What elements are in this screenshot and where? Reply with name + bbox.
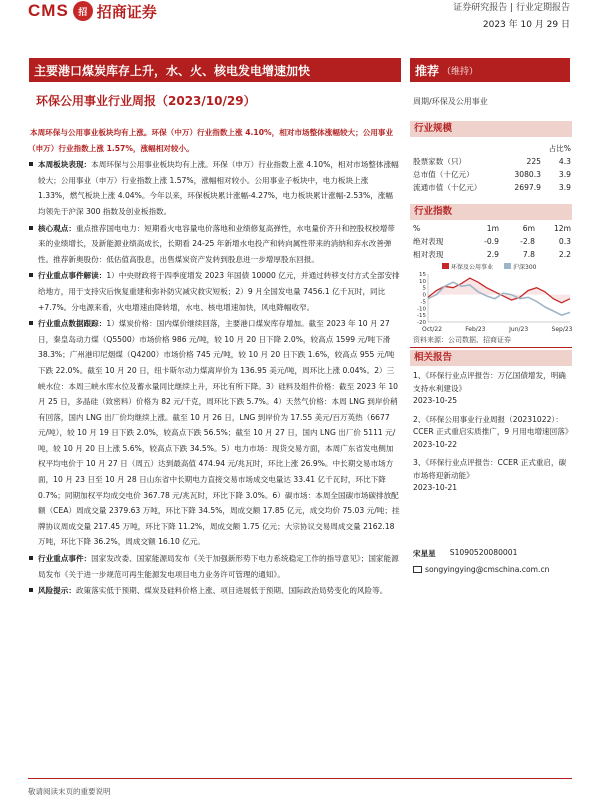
x-tick-label: Oct/22: [421, 326, 443, 333]
index-header: %: [413, 224, 421, 233]
scale-row: [413, 155, 571, 168]
index-row-name: 绝对表现: [413, 237, 444, 246]
rating-label: 推荐: [415, 63, 440, 78]
bullet-text: 1）中央财政将于四季度增发 2023 年国债 10000 亿元，并通过转移支付方式全部安排给地方，用于支持灾后恢复重建和弥补防灾减灾救灾短板；2）9 月全国发电量 7456.1 亿千瓦时，同比+7.7%。分电源来看，火电增速由降转增，水电、核电增速加快，风电降幅收窄。: [38, 271, 400, 312]
legend-label: 环保及公用事业: [451, 264, 494, 271]
legend-swatch: [442, 263, 449, 269]
bullet-text: 1）煤炭价格：国内煤价继续回落，主要港口煤炭库存增加。截至 2023 年 10 月 27 日，秦皇岛动力煤（Q5500）市场价格 986 元/吨，较 10 月 20 日下降 2.0%，较高点 1599 元/吨下滑 38.3%；广州港印尼烟煤（Q4200）市场价格 745 元/吨，较 10 月 20 日下跌 1.6%，较高点 955 元/吨下跌 22.0%。截至 10 月 20 日，纽卡斯尔动力煤离岸价为 136.95 美元/吨，周环比上涨 0.04%。2）三峡水位：本周三峡水库水位及蓄水量同比继续上升，环比有所下降。3）硅料及组件价格：截至 2023 年 10 月 25 日，多晶硅（致密料）价格为 82 元/千克，周环比下跌 5.7%。4）天然气价格：本周 LNG 到岸价稍有回落，国内 LNG 出厂价均继续上涨。截至 10 月 26 日，LNG 到岸价为 17.55 美元/百万英热（6677 元/吨），较 10 月 19 日下跌 2.0%，较高点下跌 56.5%；截至 10 月 27 日，国内 LNG 出厂价 5111 元/吨，较 10 月 20 日上涨 5.6%，较高点下跌 34.5%。5）电力市场：现货交易方面，本周广东省发电侧加权平均电价于 10 月 27 日（周五）达到最高值 474.94 元/兆瓦时，环比上涨 26.9%。中长期交易市场方面，10 月 23 日至 10 月 28 日山东省中长期电力直接交易市场成交电量达 33.41 亿千瓦时，环比下降 0.7%；同期加权平均成交电价 367.78 元/兆瓦时，环比下降 3.0%。6）碳市场：本周全国碳市场碳排放配额（CEA）周成交量 2379.63 万吨，环比下降 34.5%，周成交额 17.85 亿元，成交均价 75.03 元/吨；挂牌协议周成交量 217.45 万吨，环比下降 11.2%，周成交额 1.75 亿元；大宗协议交易周成交量 2162.18 万吨，环比下降 36.2%，周成交额 16.10 亿元。: [38, 319, 400, 547]
bullet-text: 政策落实低于预期、煤炭及硅料价格上涨、项目进展低于预期、国际政治局势变化的风险等。: [75, 586, 388, 596]
scale-table: [413, 142, 571, 194]
legend-label: 沪深300: [513, 264, 537, 271]
bullet-lead: 行业重点事件：: [38, 554, 92, 564]
scale-cell: 3.9: [558, 183, 571, 192]
scale-title: 行业规模: [410, 121, 572, 137]
divider: [410, 347, 572, 348]
header-meta: [453, 0, 570, 30]
footer-note: 敬请阅读末页的重要说明: [28, 787, 111, 796]
footer-rule: [28, 778, 572, 779]
index-cell: 0.3: [558, 237, 571, 246]
related-reports: [413, 370, 573, 501]
index-cell: 7.8: [522, 250, 535, 259]
x-tick-label: Jun/23: [509, 326, 529, 333]
x-tick-label: Feb/23: [465, 326, 486, 333]
report-title: 主要港口煤炭库存上升，水、火、核电发电增速加快: [29, 58, 401, 82]
scale-cell: 2697.9: [514, 183, 541, 192]
bullet-item: [28, 316, 400, 550]
index-header: 12m: [553, 224, 571, 233]
related-report[interactable]: [413, 457, 573, 495]
logo-cn: 招商证券: [96, 2, 157, 21]
index-title: 行业指数: [410, 204, 572, 220]
y-tick-label: 5: [422, 285, 426, 292]
index-cell: -2.8: [520, 237, 535, 246]
scale-row: [413, 181, 571, 194]
bullet-item: [28, 157, 400, 219]
report-link[interactable]: 1、《环保行业点评报告：万亿国债增发，明确支持水利建设》: [413, 371, 566, 393]
y-tick-label: -10: [417, 306, 426, 313]
scale-cell: 股票家数（只）: [413, 157, 467, 166]
report-date: 2023 年 10 月 29 日: [482, 20, 570, 30]
index-table: [413, 222, 571, 261]
bullet-list: [28, 157, 400, 599]
bullet-lead: 行业重点事件解读：: [38, 271, 107, 281]
scale-cell: 流通市值（十亿元）: [413, 183, 482, 192]
scale-cell: 总市值（十亿元）: [413, 170, 474, 179]
bullet-item: [28, 268, 400, 315]
index-cell: 2.2: [558, 250, 571, 259]
report-date: 2023-10-21: [413, 483, 458, 492]
logo: [28, 0, 157, 22]
scale-cell: 3080.3: [514, 170, 541, 179]
scale-cell: 4.3: [558, 157, 571, 166]
rating-sub: （维持）: [442, 66, 479, 77]
scale-row: [413, 168, 571, 181]
bullet-item: [28, 221, 400, 268]
report-date: 2023-10-25: [413, 396, 458, 405]
rating-badge: [410, 58, 570, 82]
report-subtitle: 环保公用事业行业周报（2023/10/29）: [36, 94, 256, 108]
y-tick-label: 0: [422, 292, 426, 299]
report-link[interactable]: 3、《环保行业点评报告：CCER 正式重启，碳市场将迎新动能》: [413, 458, 567, 480]
scale-cell: 225: [526, 157, 541, 166]
performance-chart: [410, 260, 574, 334]
index-header: 1m: [486, 224, 499, 233]
index-cell: -0.9: [484, 237, 499, 246]
analyst-cert: S1090520080001: [449, 548, 518, 557]
x-tick-label: Sep/23: [551, 326, 573, 333]
y-tick-label: -5: [420, 299, 426, 306]
analyst-name: 宋星星: [413, 549, 436, 558]
index-cell: 2.9: [486, 250, 499, 259]
bullet-item: [28, 551, 400, 582]
bullet-lead: 核心观点：: [38, 223, 76, 233]
bullet-text: 本周环保与公用事业板块均有上涨。环保（申万）行业指数上涨 4.10%，相对市场整体涨幅较大；公用事业（申万）行业指数上涨 1.57%，涨幅相对较小。公用事业子板块中，电力板块上涨 1.33%，燃气板块上涨 4.04%。今年以来，环保板块累计涨幅-4.27%，电力板块累计涨幅-2.53%，涨幅均领先于沪深 300 指数及创业板指数。: [38, 160, 399, 216]
report-type: 证券研究报告 | 行业定期报告: [453, 3, 570, 13]
analyst-block: [413, 548, 573, 574]
chart-source: 资料来源：公司数据、招商证券: [413, 336, 511, 344]
report-date: 2023-10-22: [413, 439, 458, 449]
summary: 本周环保与公用事业板块均有上涨。环保（中万）行业指数上涨 4.10%，相对市场整体涨幅较大；公用事业（申万）行业指数上涨 1.57%，涨幅相对较小。: [28, 128, 394, 153]
email-icon: [413, 566, 422, 573]
industry-label: 周期/环保及公用事业: [413, 97, 488, 106]
main-column: [28, 125, 400, 599]
bullet-item: [28, 583, 400, 599]
y-tick-label: 10: [419, 278, 426, 285]
report-link[interactable]: 2、《环保公用事业行业周报（20231022）：CCER 正式重启实质推广，9 月用电增速回落》: [413, 414, 573, 436]
index-row-name: 相对表现: [413, 250, 444, 259]
y-tick-label: 15: [419, 272, 426, 278]
related-report[interactable]: [413, 370, 573, 408]
related-title: 相关报告: [410, 350, 572, 366]
bullet-text: 重点推荐国电电力：短期看火电容量电价落地和业绩修复高弹性，水电量价齐升和控股权校增带来的业绩增长，及新能源业绩高成长，长期看 24-25 年新增水电投产和转向属性带来的消纳和弃水改善弹性。推荐新奥股份：低估值高股息，出售煤炭资产发转到股息进一步增厚股东回报。: [38, 223, 395, 264]
bullet-lead: 本周板块表现：: [38, 160, 92, 170]
bullet-lead: 风险提示：: [38, 586, 76, 596]
y-tick-label: -15: [417, 313, 426, 320]
share-header: 占比%: [548, 144, 571, 153]
y-tick-label: -20: [417, 320, 426, 326]
analyst-email[interactable]: songyingying@cmschina.com.cn: [425, 565, 550, 574]
bullet-lead: 行业重点数据跟踪：: [38, 319, 107, 329]
legend-swatch: [504, 263, 511, 269]
scale-cell: 3.9: [558, 170, 571, 179]
bullet-text: 国家发改委、国家能源局发布《关于加强新形势下电力系统稳定工作的指导意见》；国家能源局发布《关于进一步规范可再生能源发电项目电力业务许可管理的通知》。: [38, 554, 399, 579]
logo-mark-icon: 招: [73, 1, 93, 21]
logo-en: CMS: [28, 1, 69, 20]
index-header: 6m: [522, 224, 535, 233]
related-report[interactable]: [413, 414, 573, 452]
series-area: [428, 278, 570, 303]
index-row: [413, 235, 571, 248]
